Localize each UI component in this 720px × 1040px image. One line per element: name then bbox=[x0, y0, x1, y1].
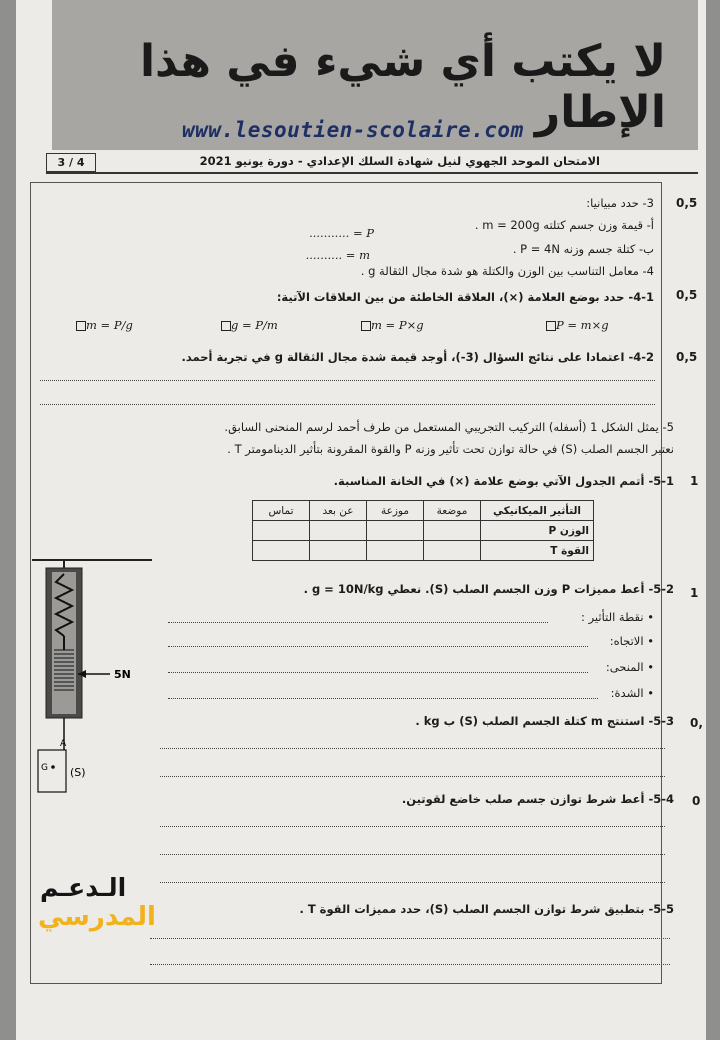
logo-line-2: المدرسي bbox=[38, 902, 156, 932]
logo-line-1: الـدعـم bbox=[40, 873, 127, 902]
q52-item-4: • الشدة: bbox=[610, 686, 654, 700]
dynamometer-figure bbox=[30, 550, 160, 800]
table-cell[interactable] bbox=[310, 521, 367, 541]
answer-line[interactable] bbox=[40, 404, 655, 405]
answer-line[interactable] bbox=[160, 882, 665, 883]
option-label: P = m×g bbox=[556, 318, 609, 332]
q54-text: 5-4- أعط شرط توازن جسم صلب خاضع لقوتين. bbox=[401, 792, 674, 806]
point-g-label: G bbox=[41, 763, 48, 773]
q52-text: 5-2- أعط مميزات P وزن الجسم الصلب (S). نعطي g = 10N/kg . bbox=[303, 582, 674, 596]
table-cell[interactable] bbox=[424, 521, 481, 541]
checkbox[interactable] bbox=[76, 321, 86, 331]
q5-intro-1: 5- يمثل الشكل 1 (أسفله) التركيب التجريبي المستعمل من طرف أحمد لرسم المنحنى السابق. bbox=[224, 420, 674, 434]
answer-line[interactable] bbox=[150, 964, 670, 965]
q3-a-answer: P = ........... bbox=[309, 226, 374, 240]
q52-item-2: • الاتجاه: bbox=[609, 634, 654, 648]
table-row bbox=[253, 541, 594, 561]
checkbox[interactable] bbox=[221, 321, 231, 331]
answer-line[interactable] bbox=[150, 938, 670, 939]
row-label: القوة T bbox=[481, 541, 594, 561]
table-header: التأثير الميكانيكي bbox=[481, 501, 594, 521]
answer-line[interactable] bbox=[160, 748, 665, 749]
item-label: نقطة التأثير : bbox=[581, 610, 644, 624]
q41-text: 4-1- حدد بوضع العلامة (×)، العلاقة الخاطئة من بين العلاقات الآتية: bbox=[276, 290, 654, 304]
answer-line[interactable] bbox=[160, 854, 665, 855]
score-q52: 1 bbox=[690, 586, 699, 600]
answer-line[interactable] bbox=[40, 380, 655, 381]
q52-item-1: • نقطة التأثير : bbox=[581, 610, 654, 624]
item-label: الاتجاه: bbox=[609, 634, 644, 648]
score-q51: 1 bbox=[690, 474, 699, 488]
q51-text: 5-1- أتمم الجدول الآتي بوضع علامة (×) في الخانة المناسبة. bbox=[333, 474, 674, 488]
q3-b-answer: m = .......... bbox=[305, 248, 370, 262]
table-header: موزعة bbox=[367, 501, 424, 521]
table-cell[interactable] bbox=[424, 541, 481, 561]
table-row bbox=[253, 521, 594, 541]
item-label: الشدة: bbox=[610, 686, 644, 700]
table-header: موضعة bbox=[424, 501, 481, 521]
option-label: g = P/m bbox=[231, 318, 278, 332]
score-q53: 0, bbox=[690, 716, 703, 730]
body-label: (S) bbox=[70, 766, 86, 779]
website-watermark: www.lesoutien-scolaire.com bbox=[182, 118, 524, 142]
q41-option-2[interactable] bbox=[215, 318, 278, 332]
point-a-label: A bbox=[60, 739, 67, 749]
page-number: 3 / 4 bbox=[46, 153, 96, 172]
answer-line[interactable] bbox=[160, 826, 665, 827]
q41-option-4[interactable] bbox=[540, 318, 609, 332]
table-cell[interactable] bbox=[367, 541, 424, 561]
table-header: تماس bbox=[253, 501, 310, 521]
answer-line[interactable] bbox=[168, 646, 588, 647]
table-cell[interactable] bbox=[367, 521, 424, 541]
q41-option-3[interactable] bbox=[355, 318, 424, 332]
q42-text: 4-2- اعتمادا على نتائج السؤال (3-)، أوجد قيمة شدة مجال الثقالة g في تجربة أحمد. bbox=[181, 350, 654, 364]
q3-title: 3- حدد مبيانيا: bbox=[586, 196, 654, 210]
score-q54: 0 bbox=[692, 794, 701, 808]
q3-a: أ- قيمة وزن جسم كتلته m = 200g . bbox=[474, 218, 654, 232]
row-label: الوزن P bbox=[481, 521, 594, 541]
answer-line[interactable] bbox=[168, 622, 548, 623]
q55-text: 5-5- بتطبيق شرط توازن الجسم الصلب (S)، حدد مميزات القوة T . bbox=[299, 902, 674, 916]
table-cell[interactable] bbox=[253, 541, 310, 561]
option-label: m = P×g bbox=[371, 318, 424, 332]
score-q42: 0,5 bbox=[676, 350, 698, 364]
force-label: 5N bbox=[114, 668, 131, 681]
score-q41: 0,5 bbox=[676, 288, 698, 302]
banner-title: لا يكتب أي شيء في هذا الإطار bbox=[139, 36, 666, 138]
checkbox[interactable] bbox=[546, 321, 556, 331]
checkbox[interactable] bbox=[361, 321, 371, 331]
table-cell[interactable] bbox=[310, 541, 367, 561]
item-label: المنحى: bbox=[605, 660, 644, 674]
exam-title: الامتحان الموحد الجهوي لنيل شهادة السلك الإعدادي - دورة يونيو 2021 bbox=[199, 154, 600, 168]
mechanical-action-table bbox=[252, 500, 594, 561]
q5-intro-2: نعتبر الجسم الصلب (S) في حالة توازن تحت تأثير وزنه P والقوة المقرونة بتأثير الدينامومتر T . bbox=[227, 442, 674, 456]
score-q3: 0,5 bbox=[676, 196, 698, 210]
center-of-gravity bbox=[51, 765, 55, 769]
answer-line[interactable] bbox=[160, 776, 665, 777]
table-cell[interactable] bbox=[253, 521, 310, 541]
option-label: m = P/g bbox=[86, 318, 133, 332]
q4-intro: 4- معامل التناسب بين الوزن والكتلة هو شدة مجال الثقالة g . bbox=[360, 264, 654, 278]
table-header-row bbox=[253, 501, 594, 521]
answer-line[interactable] bbox=[168, 698, 598, 699]
q53-text: 5-3- استنتج m كتلة الجسم الصلب (S) ب kg . bbox=[415, 714, 674, 728]
q3-b: ب- كتلة جسم وزنه P = 4N . bbox=[512, 242, 654, 256]
q41-option-1[interactable] bbox=[70, 318, 133, 332]
q52-item-3: • المنحى: bbox=[605, 660, 654, 674]
table-header: عن بعد bbox=[310, 501, 367, 521]
answer-line[interactable] bbox=[168, 672, 588, 673]
